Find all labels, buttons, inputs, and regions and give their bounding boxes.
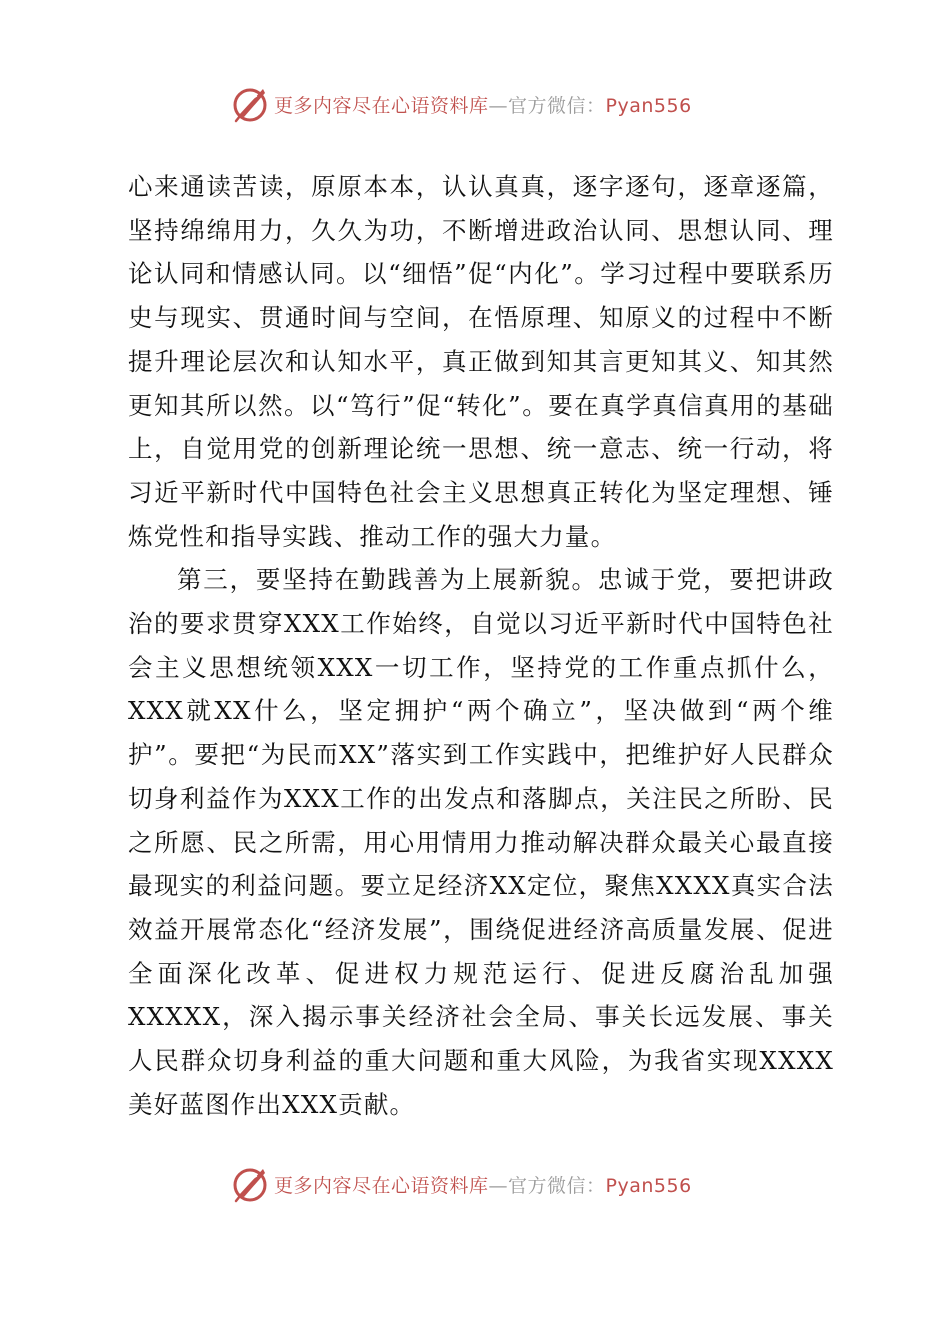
banner-separator: — <box>488 94 509 117</box>
banner-brand: 更多内容尽在心语资料库 <box>274 94 489 117</box>
banner-text <box>274 1171 692 1198</box>
banner-wechat-id: Pyan556 <box>605 94 692 117</box>
banner-official-label: 官方微信： <box>508 1174 606 1197</box>
banner-text <box>274 91 692 118</box>
quill-pen-logo-icon <box>230 84 270 124</box>
document-body <box>128 165 834 1126</box>
header-banner <box>230 82 692 126</box>
footer-banner <box>230 1162 692 1206</box>
banner-wechat-id: Pyan556 <box>605 1174 692 1197</box>
banner-separator: — <box>488 1174 509 1197</box>
paragraph-continued: 心来通读苦读，原原本本，认认真真，逐字逐句，逐章逐篇，坚持绵绵用力，久久为功，不断增进政治认同、思想认同、理论认同和情感认同。以“细悟”促“内化”。学习过程中要联系历史与现实、贯通时间与空间，在悟原理、知原义的过程中不断提升理论层次和认知水平，真正做到知其言更知其义、知其然更知其所以然。以“笃行”促“转化”。要在真学真信真用的基础上，自觉用党的创新理论统一思想、统一意志、统一行动，将习近平新时代中国特色社会主义思想真正转化为坚定理想、锤炼党性和指导实践、推动工作的强大力量。 <box>128 172 834 551</box>
banner-official-label: 官方微信： <box>508 94 606 117</box>
paragraph-third-point: 第三，要坚持在勤践善为上展新貌。忠诚于党，要把讲政治的要求贯穿XXX工作始终，自觉以习近平新时代中国特色社会主义思想统领XXX一切工作，坚持党的工作重点抓什么，XXX就XX什么，坚定拥护“两个确立”，坚决做到“两个维护”。要把“为民而XX”落实到工作实践中，把维护好人民群众切身利益作为XXX工作的出发点和落脚点，关注民之所盼、民之所愿、民之所需，用心用情用力推动解决群众最关心最直接最现实的利益问题。要立足经济XX定位，聚焦XXXX真实合法效益开展常态化“经济发展”，围绕促进经济高质量发展、促进全面深化改革、促进权力规范运行、促进反腐治乱加强XXXXX，深入揭示事关经济社会全局、事关长远发展、事关人民群众切身利益的重大问题和重大风险，为我省实现XXXX美好蓝图作出XXX贡献。 <box>128 565 834 1119</box>
quill-pen-logo-icon <box>230 1164 270 1204</box>
banner-brand: 更多内容尽在心语资料库 <box>274 1174 489 1197</box>
